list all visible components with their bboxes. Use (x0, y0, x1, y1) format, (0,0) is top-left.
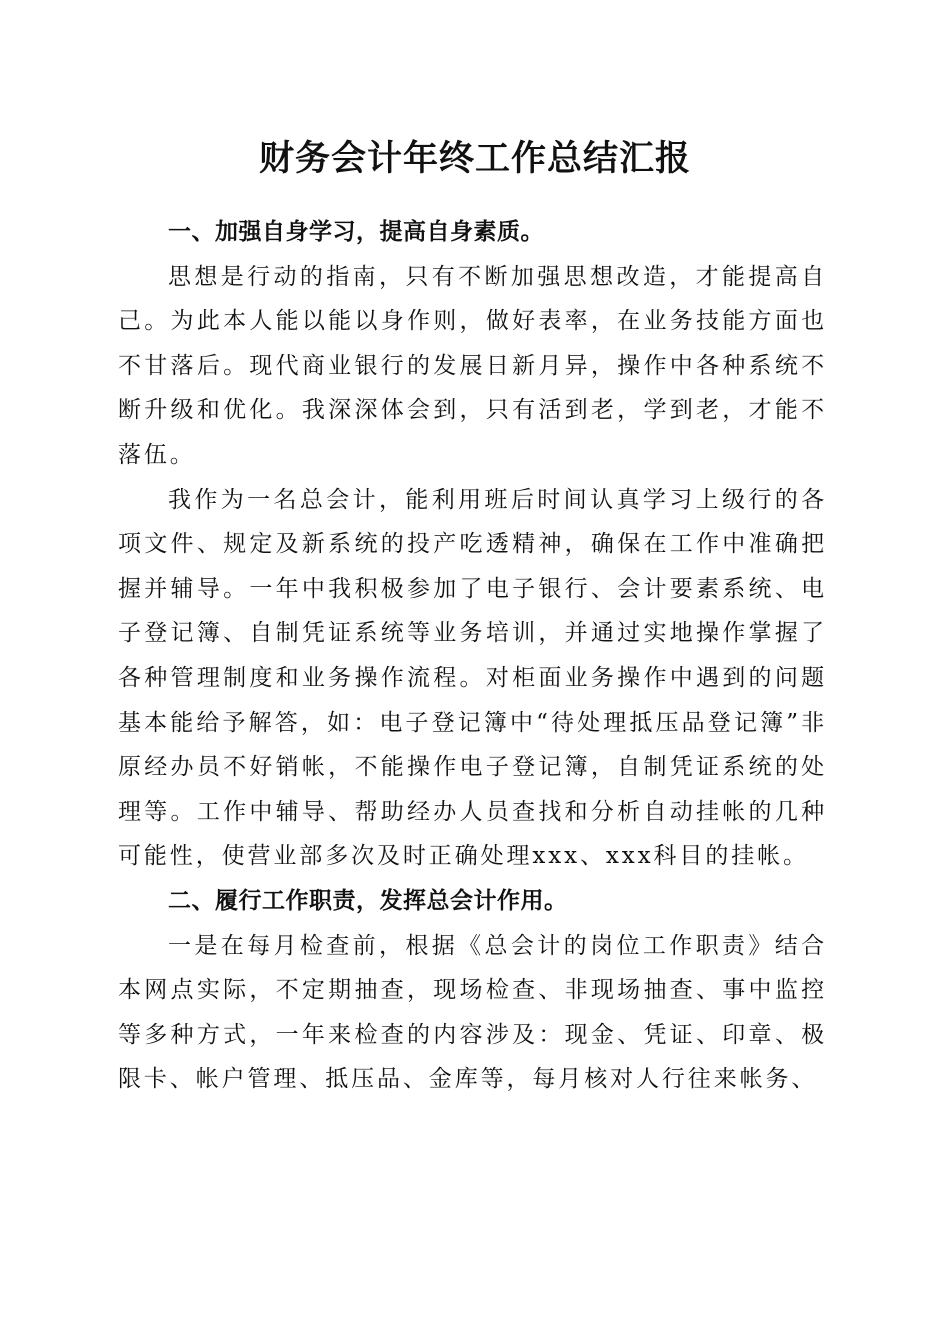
document-title: 财务会计年终工作总结汇报 (258, 138, 691, 179)
section-heading: 一、加强自身学习，提高自身素质。 (168, 219, 544, 245)
paragraph: 我作为一名总会计，能利用班后时间认真学习上级行的各项文件、规定及新系统的投产吃透精神，确保在工作中准确把握并辅导。一年中我积极参加了电子银行、会计要素系统、电子登记簿、自制凭证系统等业务培训，并通过实地操作掌握了各种管理制度和业务操作流程。对柜面业务操作中遇到的问题基本能给予解答，如：电子登记簿中“待处理抵压品登记簿”非原经办员不好销帐，不能操作电子登记簿，自制凭证系统的处理等。工作中辅导、帮助经办人员查找和分析自动挂帐的几种可能性，使营业部多次及时正确处理xxx、xxx科目的挂帐。 (118, 486, 827, 870)
document-body (118, 210, 827, 1102)
paragraph: 思想是行动的指南，只有不断加强思想改造，才能提高自己。为此本人能以能以身作则，做好表率，在业务技能方面也不甘落后。现代商业银行的发展日新月异，操作中各种系统不断升级和优化。我深深体会到，只有活到老，学到老，才能不落伍。 (118, 263, 827, 468)
paragraph: 一是在每月检查前，根据《总会计的岗位工作职责》结合本网点实际，不定期抽查，现场检查、非现场抽查、事中监控等多种方式，一年来检查的内容涉及：现金、凭证、印章、极限卡、帐户管理、抵压品、金库等，每月核对人行往来帐务、 (118, 932, 827, 1093)
section-heading: 二、履行工作职责，发挥总会计作用。 (168, 887, 568, 914)
